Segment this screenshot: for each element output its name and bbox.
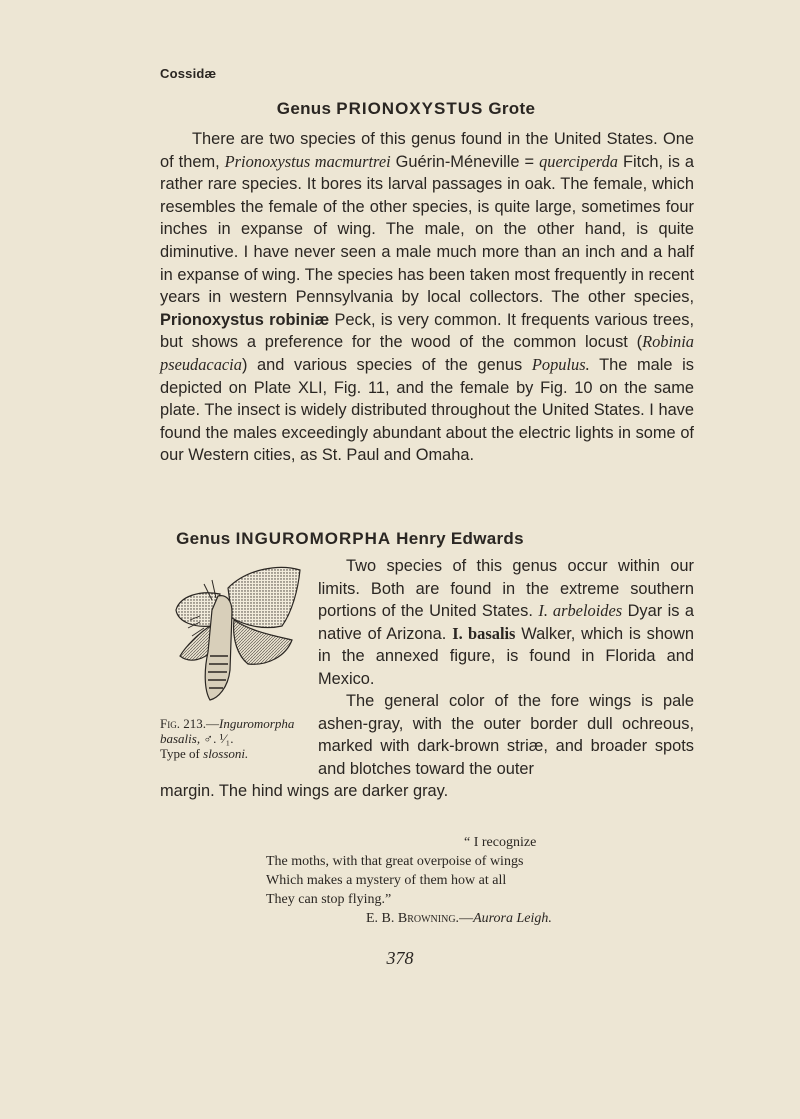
text-run: Two species of this genus occur within our limits. Both are found in the extreme southern portions of the United States. [318,557,694,621]
figure-number: Fig. 213. [160,716,206,731]
caption-type-label: Type of [160,746,204,761]
text-run: Fitch, is a rather rare species. It bores its larval passages in oak. The female, which resembles the female of the other species, is quite large, sometimes four inches in expanse of wing. The male, on the other hand, is quite diminutive. I have never seen a male much more than an inch and a half in expanse of wing. The species has been taken most frequently in recent years in western Pennsylvania by local collectors. The other species, [160,152,694,307]
quote-dash: — [459,911,474,926]
text-run: There are two species of this genus found in the United States. One of them, [160,130,694,171]
quote-line: They can stop flying.” [266,892,392,907]
genus-name-italic: Populus. [531,354,590,374]
caption-species: Inguromorpha basalis, [160,716,295,746]
genus-name: INGUROMORPHA [235,529,392,548]
text-run: Walker, which is shown in the annexed figure, is found in Florida and Mexico. [318,624,694,688]
paragraph-inguromorpha [318,555,694,691]
text-run: The male is depicted on Plate XLI, Fig. 11, and the female by Fig. 10 on the same plate. The insect is widely distributed throughout the United States. I have found the males exceedingly abundant about the electric lights in some of our Western cities, as St. Paul and Omaha. [160,355,694,465]
genus-prefix: Genus [276,99,332,118]
text-run: Guérin-Méneville = [390,152,540,171]
caption-dash: — [205,716,219,731]
genus-author: Henry Edwards [396,529,524,548]
species-name: Prionoxystus macmurtrei [224,151,391,171]
male-symbol: ♂ [203,731,214,746]
quote-work: Aurora Leigh. [473,911,552,926]
moth-illustration [160,560,310,710]
running-head: Cossidæ [160,66,217,81]
quote-author: E. B. Browning. [366,911,460,926]
page-number: 378 [386,948,414,968]
genus-heading-inguromorpha [0,529,750,549]
caption-scale: . ¹⁄₁. [213,731,234,746]
quote-line: “ I recognize [464,835,537,850]
paragraph-description: The general color of the fore wings is pale ashen-gray, with the outer border dull ochreous, marked with dark-brown striæ, and broader spots and blotches toward the outer [318,692,694,778]
genus-heading-prionoxystus [6,99,800,119]
genus-prefix: Genus [176,529,231,548]
quote-line: Which makes a mystery of them how at all [266,873,507,888]
genus-author: Grote [488,99,536,118]
figure-caption [160,716,316,761]
species-synonym: querciperda [539,151,618,171]
paragraph-prionoxystus [160,128,694,467]
species-name: I. arbeloides [538,601,623,621]
epigraph-quote [266,833,626,928]
genus-name: PRIONOXYSTUS [336,99,484,118]
paragraph-description-tail: margin. The hind wings are darker gray. [160,782,449,800]
plant-name: Robinia pseudacacia [160,332,694,374]
text-run: Dyar is a native of Arizona. [318,602,695,643]
text-run: Peck, is very common. It frequents various trees, but shows a preference for the wood of the common locust ( [160,310,694,352]
species-name-bold: Prionoxystus robiniæ [160,310,330,329]
species-name-bold: I. basalis [452,623,516,643]
text-run: ) and various species of the genus [241,355,532,374]
quote-attribution [266,909,626,928]
caption-type-name: slossoni. [203,746,249,761]
quote-line: The moths, with that great overpoise of wings [266,854,524,869]
